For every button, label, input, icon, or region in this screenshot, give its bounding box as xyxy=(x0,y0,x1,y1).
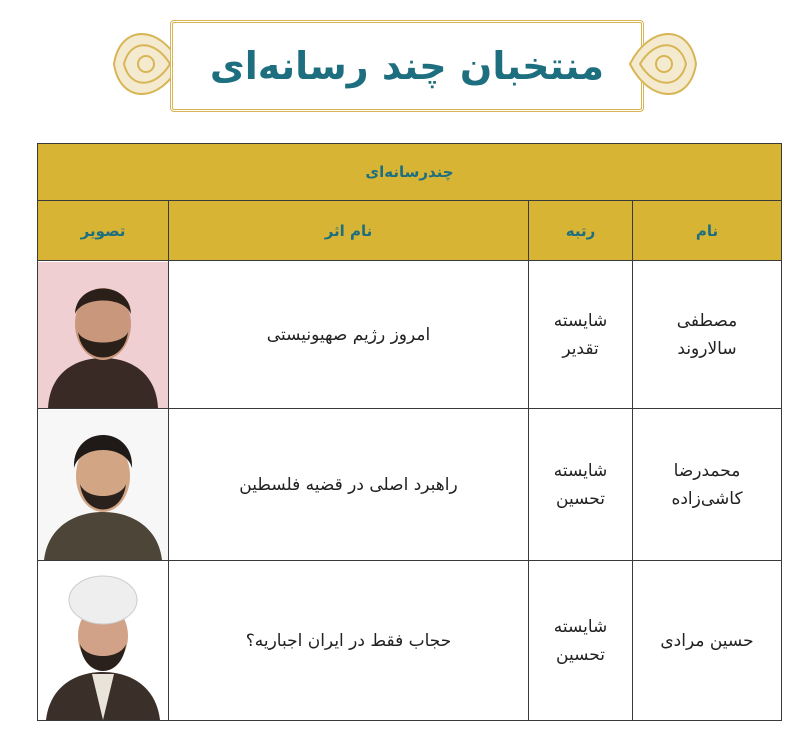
rank-text: شایسته تحسین xyxy=(553,460,608,509)
row-rank xyxy=(529,409,633,561)
name-text: محمدرضا کاشی‌زاده xyxy=(671,460,743,509)
rank-text: شایسته تحسین xyxy=(553,616,608,665)
row-photo xyxy=(38,409,169,561)
table-column-headers xyxy=(38,201,782,261)
table-row xyxy=(38,561,782,721)
name-text: حسین مرادی xyxy=(660,630,754,651)
table-section-header xyxy=(38,144,782,201)
title-banner xyxy=(110,14,700,114)
row-rank xyxy=(529,261,633,409)
row-name xyxy=(633,561,782,721)
page-title: منتخبان چند رسانه‌ای xyxy=(209,44,605,88)
row-name xyxy=(633,409,782,561)
winners-table xyxy=(37,143,782,721)
column-header-work: نام اثر xyxy=(169,201,529,261)
rank-text: شایسته تقدیر xyxy=(553,310,608,359)
ornament-right-icon xyxy=(628,14,700,114)
name-text: مصطفی سالاروند xyxy=(676,310,738,359)
row-name xyxy=(633,261,782,409)
row-work: حجاب فقط در ایران اجباریه؟ xyxy=(169,561,529,721)
row-work: راهبرد اصلی در قضیه فلسطین xyxy=(169,409,529,561)
table-row xyxy=(38,261,782,409)
person-photo-avatar xyxy=(38,262,168,408)
row-photo xyxy=(38,561,169,721)
column-header-image: تصویر xyxy=(38,201,169,261)
banner-box xyxy=(170,20,644,112)
row-rank xyxy=(529,561,633,721)
column-header-rank: رتبه xyxy=(529,201,633,261)
person-photo-avatar xyxy=(38,410,168,560)
row-photo xyxy=(38,261,169,409)
table-row xyxy=(38,409,782,561)
section-title: چندرسانه‌ای xyxy=(38,144,782,201)
column-header-name: نام xyxy=(633,201,782,261)
row-work: امروز رژیم صهیونیستی xyxy=(169,261,529,409)
person-photo-avatar xyxy=(38,562,168,720)
